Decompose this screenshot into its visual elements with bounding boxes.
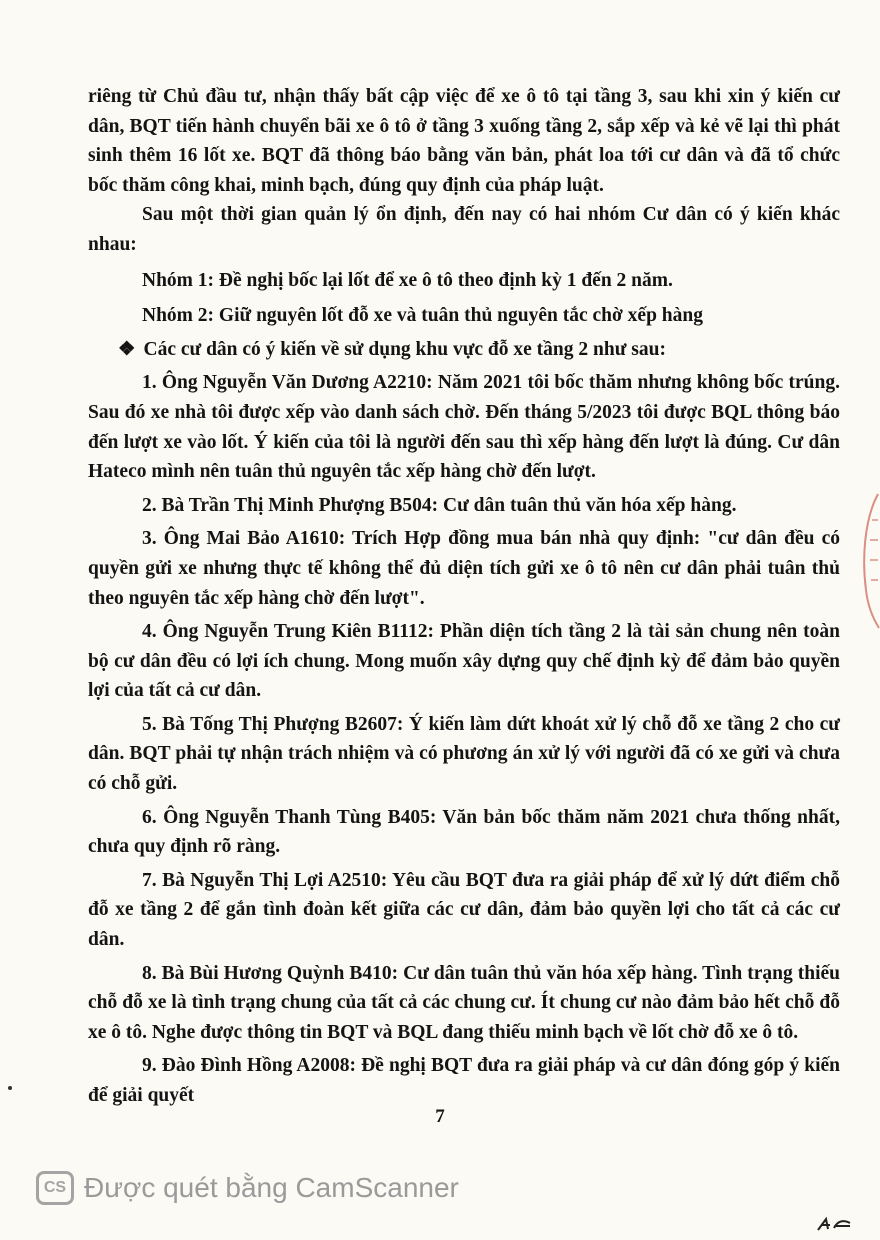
opinion-item: 9. Đào Đình Hồng A2008: Đề nghị BQT đưa ra giải pháp và cư dân đóng góp ý kiến để giải quyết [88, 1055, 840, 1106]
section-heading-text: Các cư dân có ý kiến về sử dụng khu vực đỗ xe tầng 2 như sau: [143, 338, 666, 360]
group-2: Nhóm 2: Giữ nguyên lốt đỗ xe và tuân thủ nguyên tắc chờ xếp hàng [142, 305, 703, 327]
scan-speck [8, 1086, 12, 1090]
section-heading [88, 335, 840, 365]
opinion-item: 8. Bà Bùi Hương Quỳnh B410: Cư dân tuân thủ văn hóa xếp hàng. Tình trạng thiếu chỗ đỗ xe là tình trạng chung của tất cả các chung cư. Ít chung cư nào đảm bảo hết chỗ đỗ xe ô tô. Nghe được thông tin BQT và BQL đang thiếu minh bạch về lốt chờ đỗ xe ô tô. [88, 962, 840, 1043]
watermark-text: Được quét bằng CamScanner [84, 1172, 459, 1203]
paragraph-intro: riêng từ Chủ đầu tư, nhận thấy bất cập việc để xe ô tô tại tầng 3, sau khi xin ý kiến cư dân, BQT tiến hành chuyển bãi xe ô tô ở tầng 3 xuống tầng 2, sắp xếp và kẻ vẽ lại thì phát sinh thêm 16 lốt xe. BQT đã thông báo bằng văn bản, phát loa tới cư dân và đã tổ chức bốc thăm công khai, minh bạch, đúng quy định của pháp luật. [88, 86, 840, 196]
camscanner-logo-icon: CS [36, 1171, 74, 1205]
opinion-item: 3. Ông Mai Bảo A1610: Trích Hợp đồng mua bán nhà quy định: "cư dân đều có quyền gửi xe nhưng thực tế không thể đủ diện tích gửi xe ô tô nên cư dân phải tuân thủ theo nguyên tắc xếp hàng chờ đến lượt". [88, 528, 840, 609]
signature-icon [816, 1216, 852, 1232]
page-number: 7 [435, 1106, 445, 1127]
paragraph-groups-intro: Sau một thời gian quản lý ổn định, đến nay có hai nhóm Cư dân có ý kiến khác nhau: [88, 204, 840, 255]
opinion-item: 1. Ông Nguyễn Văn Dương A2210: Năm 2021 tôi bốc thăm nhưng không bốc trúng. Sau đó xe nhà tôi được xếp vào danh sách chờ. Đến tháng 5/2023 tôi được BQL thông báo đến lượt xe vào lốt. Ý kiến của tôi là người đến sau thì xếp hàng đến lượt là đúng. Cư dân Hateco mình nên tuân thủ nguyên tắc xếp hàng chờ đến lượt. [88, 372, 840, 483]
opinion-item: 7. Bà Nguyễn Thị Lợi A2510: Yêu cầu BQT đưa ra giải pháp để xử lý dứt điểm chỗ đỗ xe tầng 2 để gắn tình đoàn kết giữa các cư dân, đảm bảo quyền lợi cho tất cả các cư dân. [88, 869, 840, 951]
opinion-item: 6. Ông Nguyễn Thanh Tùng B405: Văn bản bốc thăm năm 2021 chưa thống nhất, chưa quy định rõ ràng. [88, 806, 840, 858]
group-1: Nhóm 1: Đề nghị bốc lại lốt để xe ô tô theo định kỳ 1 đến 2 năm. [142, 269, 673, 291]
camscanner-watermark [36, 1168, 459, 1208]
red-stamp-edge-icon [858, 490, 880, 630]
opinion-item: 4. Ông Nguyễn Trung Kiên B1112: Phần diện tích tầng 2 là tài sản chung nên toàn bộ cư dân đều có lợi ích chung. Mong muốn xây dựng quy chế định kỳ để đảm bảo quyền lợi của tất cả cư dân. [88, 621, 840, 702]
document-body [88, 82, 840, 1111]
diamond-bullet-icon: ❖ [118, 338, 136, 360]
opinion-item: 2. Bà Trần Thị Minh Phượng B504: Cư dân tuân thủ văn hóa xếp hàng. [142, 494, 737, 516]
opinion-item: 5. Bà Tống Thị Phượng B2607: Ý kiến làm dứt khoát xử lý chỗ đỗ xe tầng 2 cho cư dân. BQT phải tự nhận trách nhiệm và có phương án xử lý với người đã có xe gửi và chưa có chỗ gửi. [88, 713, 840, 795]
